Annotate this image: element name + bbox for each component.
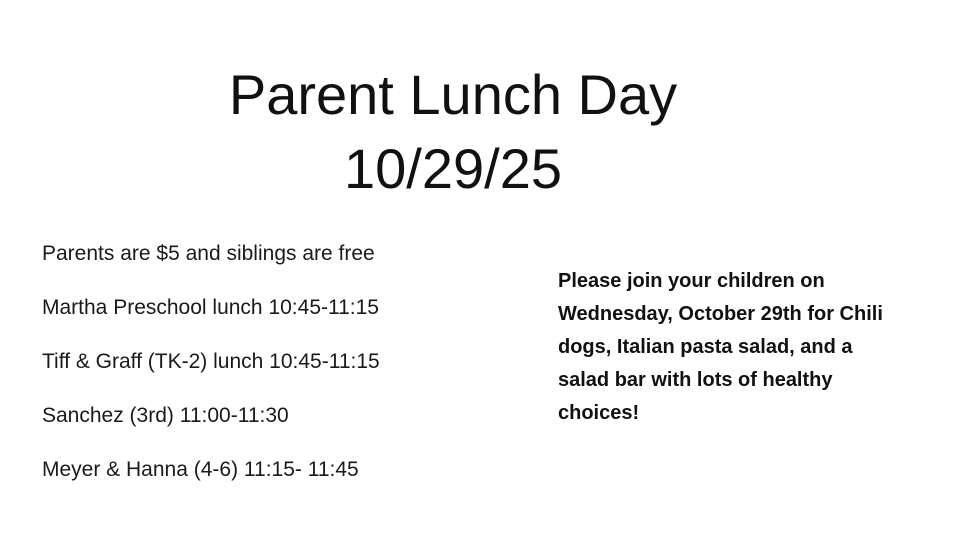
schedule-item-martha: Martha Preschool lunch 10:45-11:15 xyxy=(42,296,379,319)
invitation-text: Please join your children on Wednesday, October 29th for Chili dogs, Italian pasta salad, and a salad bar with lots of healthy choices! xyxy=(558,270,883,424)
schedule-item-sanchez: Sanchez (3rd) 11:00-11:30 xyxy=(42,404,289,427)
pricing-info: Parents are $5 and siblings are free xyxy=(42,242,375,265)
schedule-item-meyer-hanna: Meyer & Hanna (4-6) 11:15- 11:45 xyxy=(42,458,359,481)
schedule-item-tiff-graff: Tiff & Graff (TK-2) lunch 10:45-11:15 xyxy=(42,350,380,373)
slide-title xyxy=(0,58,906,206)
title-date: 10/29/25 xyxy=(344,137,562,200)
schedule-list xyxy=(42,239,502,509)
title-line-1: Parent Lunch Day xyxy=(228,63,678,126)
